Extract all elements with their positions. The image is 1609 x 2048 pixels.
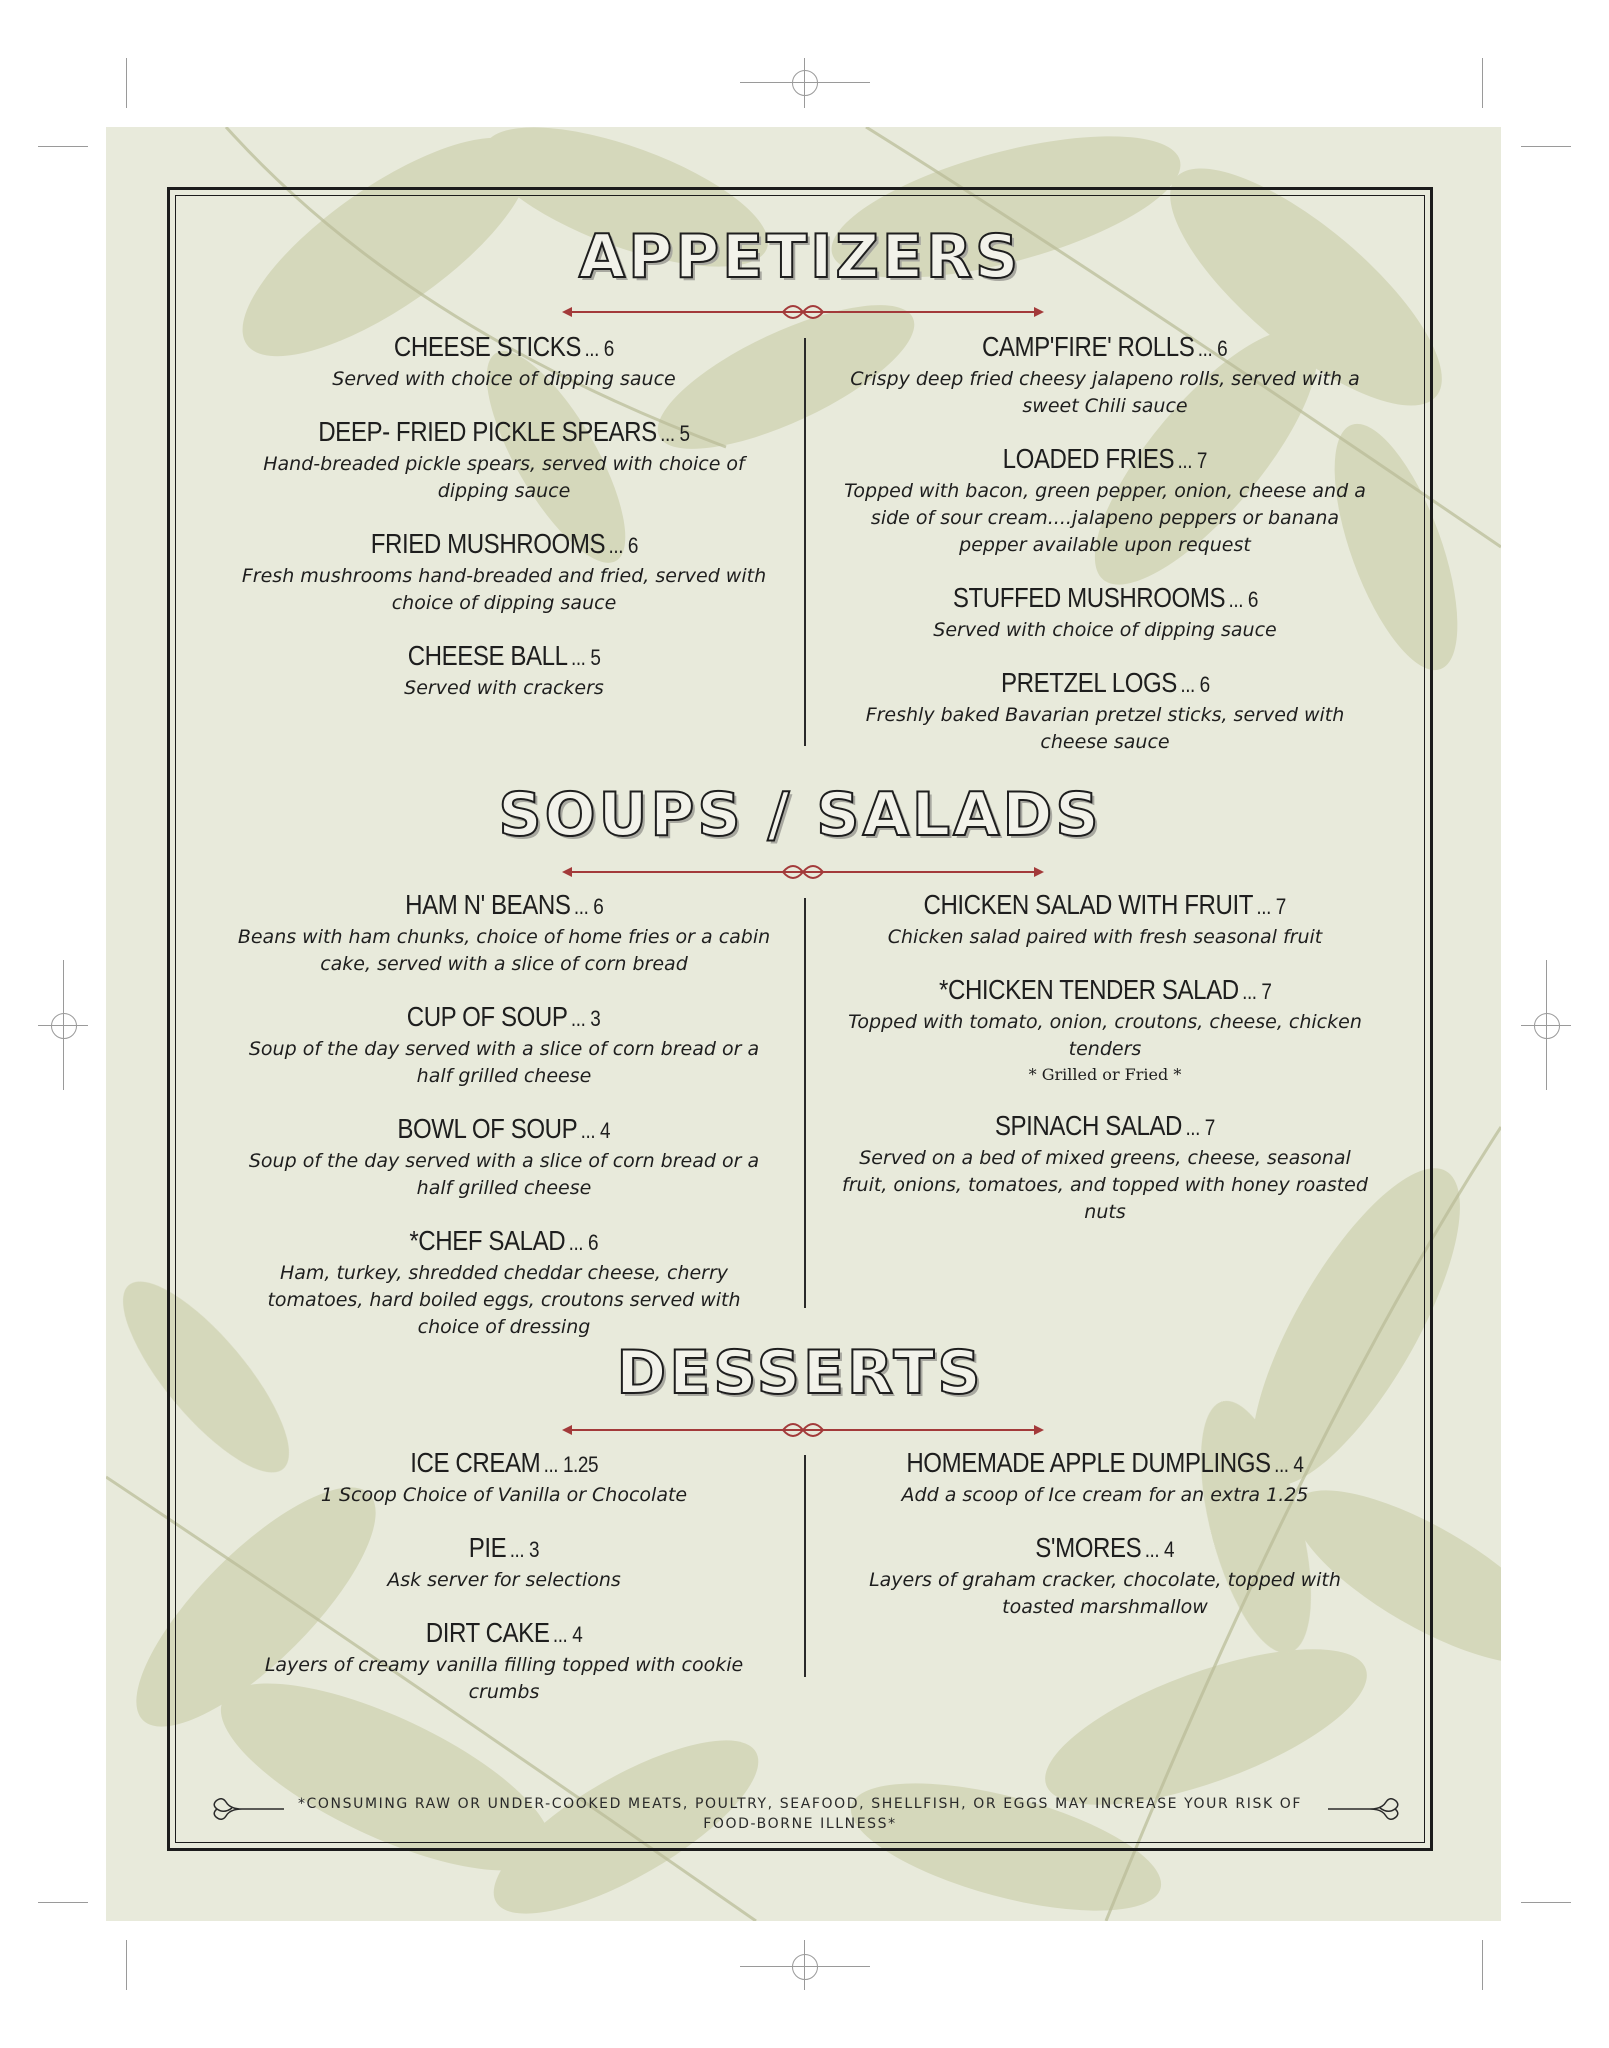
item-name: HAM N' BEANS	[404, 889, 571, 920]
menu-item	[224, 639, 784, 702]
item-price: ... 7	[1185, 1115, 1215, 1140]
menu-item	[224, 330, 784, 393]
item-price: ... 6	[1198, 336, 1228, 361]
item-description: Served with choice of dipping sauce	[933, 619, 1277, 641]
item-description: Chicken salad paired with fresh seasonal fruit	[887, 926, 1323, 948]
food-safety-disclaimer: *CONSUMING RAW OR UNDER-COOKED MEATS, POULTRY, SEAFOOD, SHELLFISH, OR EGGS MAY INCREASE YOUR RISK OF FOOD-BORNE ILLNESS*	[297, 1796, 1303, 1832]
item-name: DEEP- FRIED PICKLE SPEARS	[318, 416, 657, 447]
ornament-divider	[562, 302, 1044, 322]
item-description: Topped with bacon, green pepper, onion, cheese and a side of sour cream....jalapeno peppers or banana pepper available upon request	[844, 480, 1366, 556]
soups-salads-heading: SOUPS / SALADS	[498, 780, 1102, 850]
item-description: Topped with tomato, onion, croutons, cheese, chicken tenders	[848, 1011, 1362, 1060]
menu-item	[224, 527, 784, 617]
menu-item	[224, 1446, 784, 1509]
item-description: Ham, turkey, shredded cheddar cheese, cherry tomatoes, hard boiled eggs, croutons served with choice of dressing	[267, 1262, 741, 1338]
item-description: Soup of the day served with a slice of corn bread or a half grilled cheese	[248, 1150, 760, 1199]
item-price: ... 6	[1179, 672, 1210, 697]
item-price: ... 6	[1228, 587, 1258, 612]
item-name: CHEESE STICKS	[394, 331, 582, 362]
crop-mark	[1482, 1940, 1483, 1990]
item-note: * Grilled or Fried *	[1028, 1065, 1182, 1084]
item-price: ... 5	[660, 421, 690, 446]
menu-item	[224, 1616, 784, 1706]
item-name: SPINACH SALAD	[995, 1110, 1183, 1141]
column-rule	[804, 1455, 806, 1677]
registration-mark	[1534, 1013, 1560, 1039]
item-price: ... 4	[1144, 1537, 1175, 1562]
ornament-divider	[562, 862, 1044, 882]
registration-mark	[792, 1954, 818, 1980]
item-price: ... 4	[1274, 1452, 1304, 1477]
soups-salads-left-column	[224, 888, 784, 1363]
item-description: Served with crackers	[404, 677, 604, 699]
item-description: Served on a bed of mixed greens, cheese, seasonal fruit, onions, tomatoes, and topped with honey roasted nuts	[842, 1147, 1368, 1223]
menu-item	[224, 1531, 784, 1594]
item-description: Soup of the day served with a slice of corn bread or a half grilled cheese	[248, 1038, 760, 1087]
item-name: ICE CREAM	[410, 1447, 541, 1478]
item-description: Hand-breaded pickle spears, served with choice of dipping sauce	[263, 453, 745, 502]
item-price: ... 7	[1241, 979, 1272, 1004]
registration-mark	[792, 70, 818, 96]
item-price: ... 4	[580, 1118, 611, 1143]
menu-item	[825, 666, 1385, 756]
item-description: Layers of creamy vanilla filling topped with cookie crumbs	[264, 1654, 744, 1703]
menu-item	[825, 1109, 1385, 1226]
item-description: Ask server for selections	[387, 1569, 621, 1591]
item-description: Beans with ham chunks, choice of home fries or a cabin cake, served with a slice of corn bread	[237, 926, 771, 975]
item-name: CHICKEN SALAD WITH FRUIT	[923, 889, 1254, 920]
item-description: Crispy deep fried cheesy jalapeno rolls, served with a sweet Chili sauce	[850, 368, 1360, 417]
item-description: Freshly baked Bavarian pretzel sticks, served with cheese sauce	[865, 704, 1345, 753]
item-description: 1 Scoop Choice of Vanilla or Chocolate	[320, 1484, 688, 1506]
menu-item	[825, 581, 1385, 644]
menu-item	[825, 973, 1385, 1087]
menu-item	[825, 330, 1385, 420]
crop-mark	[1521, 146, 1571, 147]
item-price: ... 4	[552, 1622, 583, 1647]
crop-mark	[1482, 58, 1483, 108]
desserts-heading: DESSERTS	[616, 1338, 984, 1408]
item-name: HOMEMADE APPLE DUMPLINGS	[906, 1447, 1271, 1478]
item-price: ... 7	[1177, 448, 1208, 473]
item-name: PRETZEL LOGS	[1000, 667, 1177, 698]
item-name: PIE	[468, 1532, 507, 1563]
item-name: CHEESE BALL	[407, 640, 568, 671]
crop-mark	[38, 1902, 88, 1903]
item-price: ... 3	[571, 1006, 601, 1031]
item-description: Layers of graham cracker, chocolate, topped with toasted marshmallow	[869, 1569, 1341, 1618]
menu-item	[825, 888, 1385, 951]
crop-mark	[1521, 1902, 1571, 1903]
item-description: Fresh mushrooms hand-breaded and fried, served with choice of dipping sauce	[241, 565, 767, 614]
item-name: BOWL OF SOUP	[397, 1113, 578, 1144]
menu-item	[224, 1112, 784, 1202]
item-name: DIRT CAKE	[425, 1617, 550, 1648]
ornament-divider	[562, 1420, 1044, 1440]
menu-item	[825, 442, 1385, 559]
appetizers-left-column	[224, 330, 784, 724]
menu-item	[224, 888, 784, 978]
appetizers-heading: APPETIZERS	[578, 222, 1022, 292]
item-price: ... 6	[568, 1230, 599, 1255]
item-name: LOADED FRIES	[1002, 443, 1175, 474]
item-description: Add a scoop of Ice cream for an extra 1.25	[901, 1484, 1309, 1506]
menu-item	[224, 1224, 784, 1341]
crop-mark	[126, 1940, 127, 1990]
item-name: CUP OF SOUP	[407, 1001, 568, 1032]
item-price: ... 6	[608, 533, 638, 558]
item-description: Served with choice of dipping sauce	[332, 368, 676, 390]
item-name: S'MORES	[1035, 1532, 1142, 1563]
column-rule	[804, 898, 806, 1308]
item-name: *CHEF SALAD	[409, 1225, 566, 1256]
crop-mark	[126, 58, 127, 108]
registration-mark	[51, 1013, 77, 1039]
soups-salads-right-column	[825, 888, 1385, 1248]
crop-mark	[38, 146, 88, 147]
column-rule	[804, 338, 806, 746]
item-price: ... 6	[584, 336, 614, 361]
item-price: ... 1.25	[543, 1452, 598, 1477]
menu-item	[224, 1000, 784, 1090]
item-price: ... 6	[573, 894, 604, 919]
flourish-icon	[212, 1796, 286, 1822]
flourish-icon	[1326, 1796, 1400, 1822]
item-price: ... 7	[1256, 894, 1287, 919]
menu-item	[825, 1531, 1385, 1621]
desserts-left-column	[224, 1446, 784, 1728]
item-name: CAMP'FIRE' ROLLS	[982, 331, 1195, 362]
menu-item	[224, 415, 784, 505]
item-name: STUFFED MUSHROOMS	[952, 582, 1225, 613]
item-name: *CHICKEN TENDER SALAD	[938, 974, 1239, 1005]
desserts-right-column	[825, 1446, 1385, 1643]
item-price: ... 3	[509, 1537, 540, 1562]
menu-item	[825, 1446, 1385, 1509]
item-name: FRIED MUSHROOMS	[370, 528, 605, 559]
item-price: ... 5	[570, 645, 601, 670]
appetizers-right-column	[825, 330, 1385, 778]
